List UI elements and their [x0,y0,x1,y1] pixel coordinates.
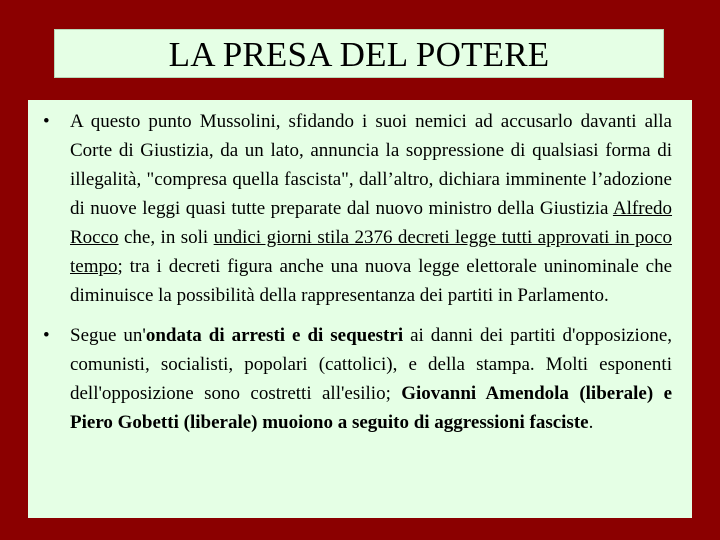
bullet-1-text-before: A questo punto Mussolini, sfidando i suoi nemici ad accusarlo davanti alla Corte di Giustizia, da un lato, annuncia la soppressione di qualsiasi forma di illegalità, "compresa quella fascista", dall’altro, dichiara imminente l’adozione di nuove leggi quasi tutte preparate dal nuovo ministro della Giustizia [70,111,672,219]
bullet-2-bold-end: Giovanni Amendola (liberale) e Piero Gobetti (liberale) muoiono a seguito di aggressioni fasciste [70,383,672,433]
bullet-1-text-mid: che, in soli [123,227,209,248]
slide-title: LA PRESA DEL POTERE [168,35,550,74]
bullet-item-1 [43,107,672,310]
bullet-1-underlined-phrase: undici giorni stila 2376 decreti legge tutti approvati in poco tempo [70,227,672,277]
bullet-1-text-after: ; tra i decreti figura anche una nuova legge elettorale uninominale che diminuisce la possibilità della rappresentanza dei partiti in Parlamento. [70,256,672,306]
content-panel [28,100,692,518]
bullet-2-bold-phrase: ondata di arresti e di sequestri [145,325,404,346]
bullet-2-text-mid: ai danni dei partiti d'opposizione, comunisti, socialisti, popolari (cattolici), e della stampa. Molti esponenti dell'opposizione sono costretti all'esilio; [70,325,673,404]
bullet-2-period: . [588,412,594,433]
bullet-1-underlined-name: Alfredo Rocco [70,198,673,248]
bullet-marker-1: • [43,111,50,132]
bullet-2-text-before: Segue un' [70,325,146,346]
bullet-marker-2: • [43,325,50,346]
bullet-item-2 [43,321,672,437]
title-panel [54,29,664,78]
